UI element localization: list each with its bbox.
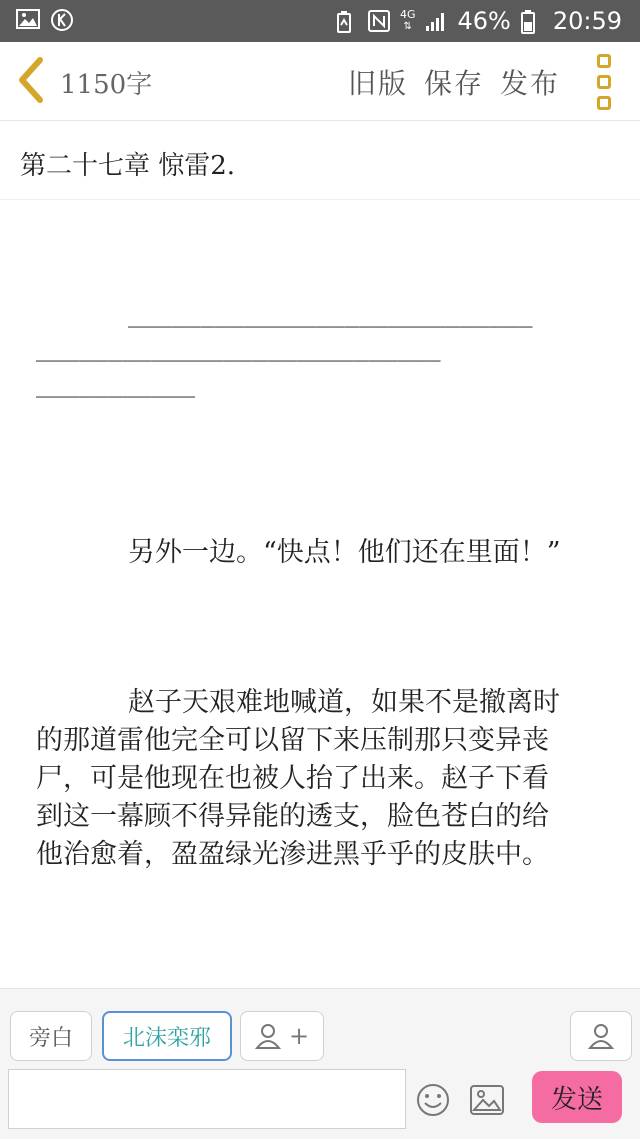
signal-icon	[425, 10, 447, 32]
message-input[interactable]	[8, 1069, 406, 1129]
character-list-button[interactable]	[570, 1011, 632, 1061]
editor-header	[0, 42, 640, 121]
menu-dot-icon	[597, 75, 611, 89]
status-right	[336, 6, 622, 36]
chevron-left-icon	[14, 56, 46, 104]
old-version-button[interactable]: 旧版	[348, 67, 409, 100]
paragraph-line: 赵子天艰难地喊道，如果不是撤离时	[128, 687, 560, 718]
separator-line: ___________	[36, 370, 195, 398]
person-icon	[255, 1022, 281, 1050]
network-type: 4G ⇅	[399, 8, 416, 32]
k-circle-icon	[50, 8, 72, 30]
word-count: 1150字	[60, 70, 153, 100]
image-button[interactable]	[470, 1085, 504, 1119]
narrator-tag[interactable]: 旁白	[10, 1011, 92, 1061]
send-button[interactable]: 发送	[532, 1071, 622, 1123]
image-icon	[16, 8, 38, 30]
paragraph-line: 的那道雷他完全可以留下来压制那只变异丧	[36, 725, 549, 756]
status-left	[16, 8, 72, 30]
battery-percent: 46%	[457, 7, 511, 35]
chapter-title-bar[interactable]	[0, 121, 640, 200]
paragraph-line: 他治愈着，盈盈绿光渗进黑乎乎的皮肤中。	[36, 839, 549, 870]
battery-icon	[521, 10, 543, 32]
separator-line: ____________________________	[36, 334, 441, 362]
nfc-icon	[368, 10, 390, 32]
bottom-toolbar	[0, 988, 640, 1139]
menu-dot-icon	[597, 54, 611, 68]
add-character-button[interactable]	[240, 1011, 324, 1061]
character-tag[interactable]: 北沫栾邪	[102, 1011, 232, 1061]
battery-saver-icon	[336, 10, 358, 32]
emoji-button[interactable]	[416, 1083, 450, 1121]
paragraph-line: 尸，可是他现在也被人抬了出来。赵子下看	[36, 763, 549, 794]
paragraph: 另外一边。“快点！他们还在里面！”	[128, 537, 561, 568]
clock: 20:59	[552, 7, 622, 35]
chapter-title[interactable]: 第二十七章 惊雷2.	[20, 151, 236, 181]
paragraph-line: 到这一幕顾不得异能的透支，脸色苍白的给	[36, 801, 549, 832]
back-button[interactable]	[14, 56, 54, 106]
smiley-icon	[416, 1083, 450, 1117]
person-icon	[588, 1022, 614, 1050]
status-bar	[0, 0, 640, 42]
picture-icon	[470, 1085, 504, 1115]
plus-icon: +	[288, 1022, 310, 1050]
save-button[interactable]: 保存	[424, 67, 485, 100]
menu-dot-icon	[597, 96, 611, 110]
network-label: 4G	[399, 8, 416, 21]
more-menu-button[interactable]	[594, 54, 614, 110]
separator-line: ____________________________	[128, 300, 533, 328]
publish-button[interactable]: 发布	[500, 67, 561, 100]
